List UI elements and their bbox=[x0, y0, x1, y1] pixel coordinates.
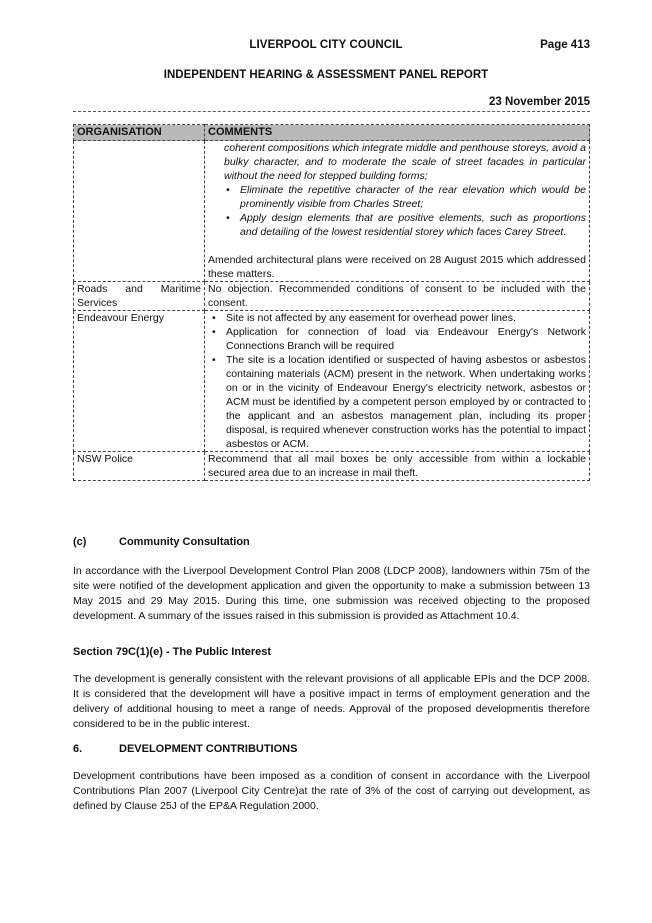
table-row bbox=[74, 141, 590, 282]
table-row bbox=[74, 282, 590, 311]
report-date: 23 November 2015 bbox=[488, 96, 590, 108]
table-row bbox=[74, 452, 590, 481]
community-consultation-text: In accordance with the Liverpool Development Control Plan 2008 (LDCP 2008), landowners within 75m of the site were notified of the development application and given the opportunity to make a submission between 13 May 2015 and 29 May 2015. During this time, one submission was received objecting to the proposed development. A summary of the issues raised in this submission is provided as Attachment 10.4. bbox=[73, 565, 590, 622]
table-row bbox=[74, 311, 590, 452]
list-item: • Apply design elements that are positive elements, such as proportions and detailing of the lowest residential storey which faces Carey Street. bbox=[226, 212, 586, 238]
header-divider bbox=[73, 111, 590, 112]
comment-cell: Recommend that all mail boxes be only accessible from within a lockable secured area due to an increase in mail theft. bbox=[205, 452, 590, 481]
continued-text: coherent compositions which integrate middle and penthouse storeys, avoid a bulky character, and to moderate the scale of street facades in particular without the need for stepped building forms; bbox=[224, 142, 586, 182]
council-name: LIVERPOOL CITY COUNCIL bbox=[249, 39, 403, 51]
comment-cell: No objection. Recommended conditions of consent to be included with the consent. bbox=[205, 282, 590, 311]
org-cell: Roads and Maritime Services bbox=[74, 282, 205, 311]
column-header-organisation: ORGANISATION bbox=[74, 125, 205, 141]
comment-cell bbox=[205, 141, 590, 282]
org-cell: NSW Police bbox=[74, 452, 205, 481]
section-number: (c) bbox=[73, 536, 87, 548]
bullet-icon: • bbox=[212, 326, 216, 338]
bullet-icon: • bbox=[212, 312, 216, 324]
closing-text: Amended architectural plans were received on 28 August 2015 which addressed these matters. bbox=[208, 254, 586, 280]
bullet-icon: • bbox=[226, 184, 230, 196]
comment-bullet-list bbox=[208, 311, 586, 451]
comment-cell bbox=[205, 311, 590, 452]
comment-bullet-list bbox=[208, 183, 586, 239]
section-heading-public-interest: Section 79C(1)(e) - The Public Interest bbox=[73, 646, 272, 658]
table-header-row bbox=[74, 125, 590, 141]
column-header-comments: COMMENTS bbox=[205, 125, 590, 141]
bullet-icon: • bbox=[212, 354, 216, 366]
list-item: • Site is not affected by any easement for overhead power lines. bbox=[212, 312, 516, 324]
report-title: INDEPENDENT HEARING & ASSESSMENT PANEL REPORT bbox=[163, 69, 489, 81]
spacer bbox=[208, 239, 586, 253]
section-number: 6. bbox=[73, 743, 83, 755]
section-title: Community Consultation bbox=[119, 536, 250, 548]
org-cell bbox=[74, 141, 205, 282]
bullet-icon: • bbox=[226, 212, 230, 224]
list-item: • The site is a location identified or suspected of having asbestos or asbestos containing materials (ACM) present in the network. When undertaking works on or in the vicinity of Endeavour Energy's electricity network, asbestos or ACM must be identified by a competent person employed by or contracted to the applicant and an asbestos management plan, including its proper disposal, is required whenever construction works has the potential to impact asbestos or ACM. bbox=[212, 354, 586, 450]
org-cell: Endeavour Energy bbox=[74, 311, 205, 452]
section-title: DEVELOPMENT CONTRIBUTIONS bbox=[119, 743, 298, 755]
comments-table bbox=[73, 124, 590, 481]
development-contributions-text: Development contributions have been imposed as a condition of consent in accordance with the Liverpool Contributions Plan 2007 (Liverpool City Centre)at the rate of 3% of the cost of carrying out development, as defined by Clause 25J of the EP&A Regulation 2000. bbox=[73, 770, 590, 812]
list-item: • Application for connection of load via Endeavour Energy's Network Connections Branch will be required bbox=[212, 326, 586, 352]
section-heading-community-consultation bbox=[73, 536, 250, 548]
section-heading-development-contributions bbox=[73, 743, 297, 755]
page-number: Page 413 bbox=[540, 39, 590, 51]
list-item: • Eliminate the repetitive character of the rear elevation which would be prominently visible from Charles Street; bbox=[226, 184, 586, 210]
public-interest-text: The development is generally consistent with the relevant provisions of all applicable EPIs and the DCP 2008. It is considered that the development will have a positive impact in terms of employment generation and the delivery of additional housing to meet a range of needs. Approval of the proposed developmentis therefore considered to be in the public interest. bbox=[73, 673, 590, 730]
